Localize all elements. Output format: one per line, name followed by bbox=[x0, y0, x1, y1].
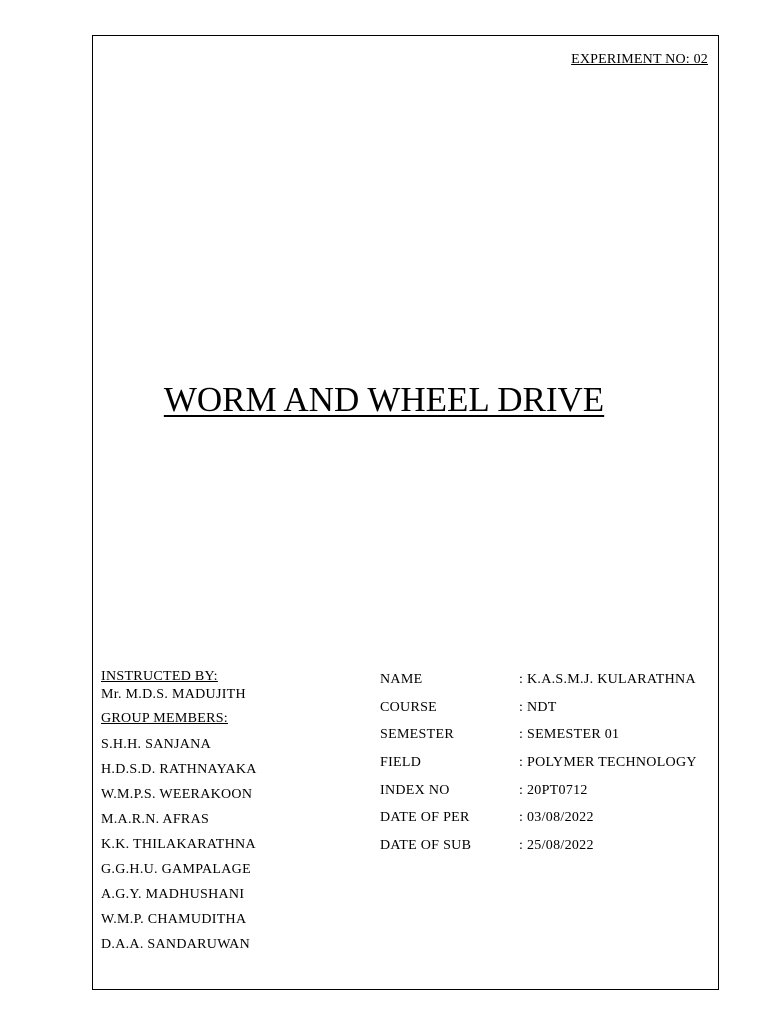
group-member: W.M.P.S. WEERAKOON bbox=[101, 787, 253, 802]
detail-row-course bbox=[380, 694, 697, 722]
detail-row-semester bbox=[380, 721, 697, 749]
document-title: WORM AND WHEEL DRIVE bbox=[163, 380, 605, 419]
detail-key: SEMESTER bbox=[380, 727, 454, 743]
detail-value: : 25/08/2022 bbox=[519, 838, 594, 854]
group-member: W.M.P. CHAMUDITHA bbox=[101, 912, 247, 927]
group-member: M.A.R.N. AFRAS bbox=[101, 812, 210, 827]
detail-key: COURSE bbox=[380, 699, 438, 715]
detail-row-name bbox=[380, 666, 697, 694]
detail-row-index-no bbox=[380, 777, 697, 805]
group-member: A.G.Y. MADHUSHANI bbox=[101, 887, 245, 902]
group-members-label: GROUP MEMBERS: bbox=[101, 711, 228, 726]
group-member: K.K. THILAKARATHNA bbox=[101, 837, 256, 852]
instructed-by-label: INSTRUCTED BY: bbox=[101, 669, 218, 684]
detail-value: : SEMESTER 01 bbox=[519, 727, 620, 743]
detail-value: : 20PT0712 bbox=[519, 782, 588, 798]
detail-value: : K.A.S.M.J. KULARATHNA bbox=[519, 672, 696, 687]
group-member: D.A.A. SANDARUWAN bbox=[101, 937, 250, 952]
experiment-number: EXPERIMENT NO: 02 bbox=[571, 52, 708, 67]
group-member: S.H.H. SANJANA bbox=[101, 737, 211, 752]
detail-key: INDEX NO bbox=[380, 782, 450, 798]
detail-key: FIELD bbox=[380, 755, 422, 771]
team-section bbox=[101, 668, 257, 957]
instructor-name: Mr. M.D.S. MADUJITH bbox=[101, 687, 246, 702]
detail-row-field bbox=[380, 749, 697, 777]
detail-row-date-of-per bbox=[380, 804, 697, 832]
detail-key: DATE OF SUB bbox=[380, 838, 472, 854]
group-member: H.D.S.D. RATHNAYAKA bbox=[101, 762, 257, 777]
detail-value: : POLYMER TECHNOLOGY bbox=[519, 755, 697, 771]
detail-row-date-of-sub bbox=[380, 832, 697, 860]
student-details bbox=[380, 666, 697, 860]
detail-value: : NDT bbox=[519, 699, 557, 715]
group-member: G.G.H.U. GAMPALAGE bbox=[101, 862, 251, 877]
detail-key: DATE OF PER bbox=[380, 810, 470, 826]
detail-key: NAME bbox=[380, 672, 423, 687]
detail-value: : 03/08/2022 bbox=[519, 810, 594, 826]
